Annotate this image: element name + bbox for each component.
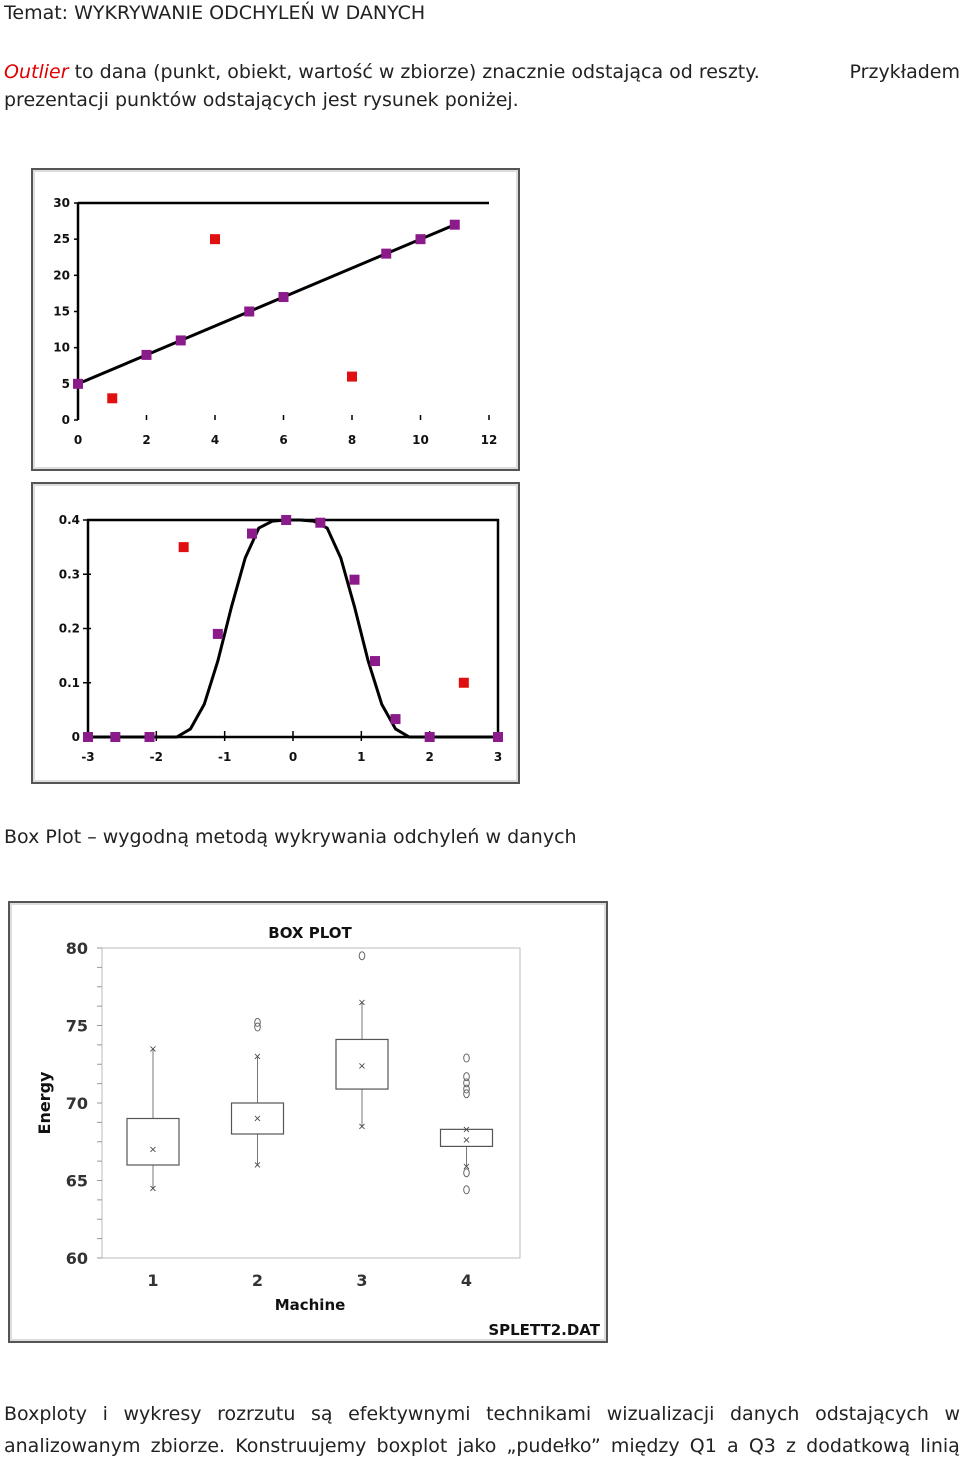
x-tick-label: 2 [425, 750, 434, 764]
outro-line-1-word: w [944, 1403, 960, 1425]
median-marker: × [357, 1060, 367, 1072]
chart-title: BOX PLOT [268, 924, 352, 942]
x-tick-label: 2 [142, 433, 151, 447]
x-tick-label: 8 [347, 433, 357, 447]
outro-line-1-word: wizualizacji [606, 1403, 715, 1425]
outro-line-1-word: i [102, 1403, 108, 1425]
inlier-point [213, 629, 223, 639]
x-axis-label: Machine [274, 1296, 346, 1314]
inlier-point [145, 732, 155, 742]
linear-scatter-chart-frame [31, 168, 520, 471]
inlier-point [381, 249, 391, 259]
outlier-point [459, 678, 469, 688]
bell-curve [88, 520, 498, 737]
whisker-low-marker: × [462, 1161, 471, 1173]
fit-line [78, 225, 455, 384]
inlier-point [425, 732, 435, 742]
outro-line-1-word: technikami [486, 1403, 592, 1425]
inlier-point [493, 732, 503, 742]
x-tick-label: -2 [149, 750, 164, 764]
outro-line-1-word: danych [730, 1403, 800, 1425]
x-tick-label: 0 [288, 750, 298, 764]
inlier-point [247, 529, 257, 539]
inlier-point [73, 379, 83, 389]
y-tick-label: 0 [61, 413, 70, 427]
inlier-point [450, 220, 460, 230]
outro-line-1 [4, 1400, 960, 1428]
outlier-point [179, 542, 189, 552]
outro-line-1-word: odstających [815, 1403, 929, 1425]
x-tick-label: 10 [412, 433, 429, 447]
x-tick-label: 1 [357, 750, 366, 764]
outro-line-2-word: Q3 [748, 1435, 776, 1457]
x-tick-label: 1 [147, 1271, 159, 1290]
outro-line-1-word: Boxploty [4, 1403, 87, 1425]
median-marker: × [148, 1144, 158, 1156]
y-tick-label: 0.1 [58, 675, 80, 690]
inlier-point [350, 575, 360, 585]
outro-line-2-word: z [786, 1435, 796, 1457]
y-tick-label: 0.3 [58, 567, 80, 582]
outlier-term: Outlier [4, 61, 69, 83]
median-marker: × [462, 1135, 471, 1147]
outro-line-2-word: jako [457, 1435, 497, 1457]
whisker-low-marker: × [148, 1183, 158, 1195]
inlier-point [244, 307, 254, 317]
x-tick-label: 0 [73, 433, 83, 447]
outro-line-2-word: a [727, 1435, 739, 1457]
bell-curve-chart [33, 484, 518, 782]
y-tick-label: 70 [65, 1094, 88, 1113]
y-tick-label: 0.2 [58, 621, 80, 636]
x-tick-label: 3 [493, 750, 503, 764]
y-axis-label: Energy [35, 1071, 54, 1135]
y-tick-label: 75 [65, 1016, 88, 1036]
whisker-high-marker: × [462, 1124, 471, 1136]
y-tick-label: 20 [53, 268, 70, 283]
outro-line-2-word: dodatkową [806, 1435, 911, 1457]
outro-line-2-word: Konstruujemy [235, 1435, 367, 1457]
outro-line-2 [4, 1432, 960, 1460]
outro-line-1-word: rozrzutu [217, 1403, 296, 1425]
outro-line-2-word: analizowanym [4, 1435, 141, 1457]
outlier-point [347, 372, 357, 382]
y-tick-label: 15 [53, 304, 70, 319]
y-tick-label: 80 [65, 939, 88, 958]
outro-line-2-word: boxplot [376, 1435, 448, 1457]
inlier-point [391, 714, 401, 724]
intro-line-2: prezentacji punktów odstających jest rysunek poniżej. [4, 89, 519, 111]
plot-area [102, 948, 520, 1258]
x-tick-label: 2 [251, 1271, 264, 1290]
boxplot-heading: Box Plot – wygodną metodą wykrywania odchyleń w danych [4, 826, 577, 848]
outlier-point [210, 234, 220, 244]
y-tick-label: 60 [65, 1249, 88, 1268]
box [127, 1119, 179, 1166]
inlier-point [142, 350, 152, 360]
x-tick-label: 6 [279, 433, 288, 447]
inlier-point [110, 732, 120, 742]
page-topic: Temat: WYKRYWANIE ODCHYLEŃ W DANYCH [4, 2, 426, 24]
intro-line-1-tail: Przykładem [849, 61, 960, 83]
y-tick-label: 5 [61, 376, 70, 391]
inlier-point [370, 656, 380, 666]
y-tick-label: 25 [53, 232, 70, 247]
outro-line-2-word: między [610, 1435, 680, 1457]
boxplot-chart [10, 903, 606, 1341]
inlier-point [281, 515, 291, 525]
linear-scatter-chart [33, 170, 518, 469]
x-tick-label: -3 [81, 750, 95, 764]
inlier-point [83, 732, 93, 742]
outro-line-2-word: Q1 [689, 1435, 717, 1457]
median-marker: × [253, 1113, 262, 1125]
outro-line-2-word: linią [920, 1435, 960, 1457]
x-tick-label: -1 [217, 750, 232, 764]
bell-curve-chart-frame [31, 482, 520, 784]
x-tick-label: 3 [356, 1271, 368, 1290]
inlier-point [416, 234, 426, 244]
outlier-point [107, 393, 117, 403]
intro-line-1-text: to dana (punkt, obiekt, wartość w zbiorze) znacznie odstająca od reszty. [74, 61, 760, 83]
y-tick-label: 0 [71, 730, 80, 744]
inlier-point [176, 335, 186, 345]
outro-line-1-word: efektywnymi [348, 1403, 471, 1425]
y-tick-label: 65 [65, 1171, 88, 1191]
outro-line-1-word: są [310, 1403, 333, 1425]
x-tick-label: 4 [460, 1271, 473, 1290]
boxplot-chart-frame [8, 901, 608, 1343]
y-tick-label: 30 [53, 196, 70, 210]
source-label: SPLETT2.DAT [488, 1321, 600, 1339]
plot-border [88, 520, 498, 737]
whisker-low-marker: × [357, 1121, 367, 1133]
whisker-high-marker: × [357, 997, 367, 1009]
y-tick-label: 10 [53, 340, 70, 355]
whisker-high-marker: × [253, 1051, 262, 1063]
intro-line-1 [4, 58, 960, 86]
outro-line-2-word: „pudełko” [506, 1435, 601, 1457]
whisker-high-marker: × [148, 1043, 158, 1055]
inlier-point [315, 518, 325, 528]
y-tick-label: 0.4 [58, 513, 80, 527]
inlier-point [279, 292, 289, 302]
outro-line-1-word: wykresy [123, 1403, 202, 1425]
whisker-low-marker: × [253, 1160, 262, 1171]
x-tick-label: 4 [210, 433, 220, 447]
outro-line-2-word: zbiorze. [150, 1435, 226, 1457]
x-tick-label: 12 [480, 433, 498, 447]
